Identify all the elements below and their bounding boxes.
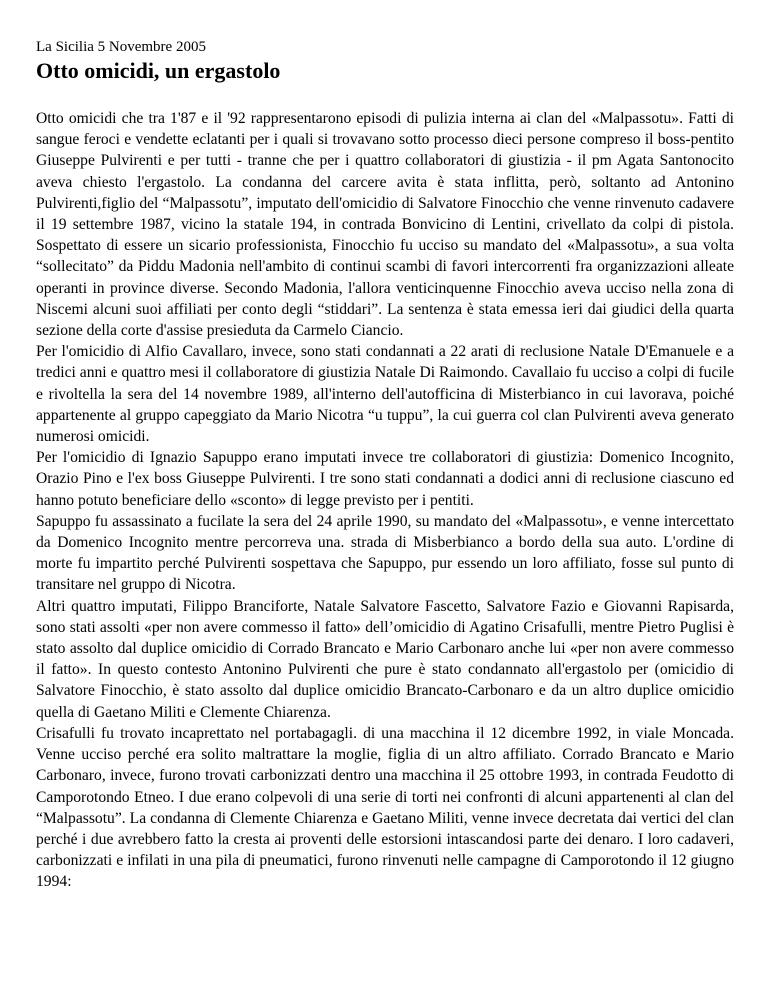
- paragraph: Altri quattro imputati, Filippo Branciforte, Natale Salvatore Fascetto, Salvatore Fazio e Giovanni Rapisarda, sono stati assolti «per non avere commesso il fatto» dell’omicidio di Agatino Crisafulli, mentre Pietro Puglisi è stato assolto dal duplice omicidio di Corrado Brancato e Mario Carbonaro anche lui «per non avere commesso il fatto». In questo contesto Antonino Pulvirenti che pure è stato condannato all'ergastolo per (omicidio di Salvatore Finocchio, è stato assolto dal duplice omicidio Brancato-Carbonaro e da un altro duplice omicidio quella di Gaetano Militi e Clemente Chiarenza.: [36, 597, 734, 721]
- paragraph: Otto omicidi che tra 1'87 e il '92 rappresentarono episodi di pulizia interna ai clan del «Malpassotu». Fatti di sangue feroci e vendette eclatanti per i quali si trovavano sotto processo dieci persone compreso il boss-pentito Giuseppe Pulvirenti e per tutti - tranne che per i quattro collaboratori di giustizia - il pm Agata Santonocito aveva chiesto l'ergastolo. La condanna del carcere avita è stata inflitta, però, soltanto ad Antonino Pulvirenti,figlio del “Malpassotu”, imputato dell'omicidio di Salvatore Finocchio che venne rinvenuto cadavere il 19 settembre 1987, vicino la statale 194, in contrada Bonvicino di Lentini, crivellato da colpi di pistola. Sospettato di essere un sicario professionista, Finocchio fu ucciso su mandato del «Malpassotu», a sua volta “sollecitato” da Piddu Madonia nell'ambito di continui scambi di favori intercorrenti fra organizzazioni alleate operanti in province diverse. Secondo Madonia, l'allora venticinquenne Finocchio aveva ucciso nella zona di Niscemi alcuni suoi affiliati per conto degli “stiddari”. La sentenza è stata emessa ieri dai giudici della quarta sezione della corte d'assise presieduta da Carmelo Ciancio.: [36, 110, 734, 340]
- article-body: [36, 108, 734, 893]
- paragraph: Sapuppo fu assassinato a fucilate la sera del 24 aprile 1990, su mandato del «Malpassotu», e venne intercettato da Domenico Incognito mentre percorreva una. strada di Misberbianco a bordo della sua auto. L'ordine di morte fu impartito perché Pulvirenti sospettava che Sapuppo, pur essendo un loro affiliato, fosse sul punto di transitare nel gruppo di Nicotra.: [36, 512, 734, 594]
- document-page: [36, 38, 734, 893]
- paragraph: Crisafulli fu trovato incaprettato nel portabagagli. di una macchina il 12 dicembre 1992, in viale Moncada. Venne ucciso perché era solito maltrattare la moglie, figlia di un altro affiliato. Corrado Brancato e Mario Carbonaro, invece, furono trovati carbonizzati dentro una macchina il 25 ottobre 1993, in contrada Feudotto di Camporotondo Etneo. I due erano colpevoli di una serie di torti nei confronti di alcuni appartenenti al clan del “Malpassotu”. La condanna di Clemente Chiarenza e Gaetano Militi, venne invece decretata dai vertici del clan perché i due avrebbero fatto la cresta ai proventi delle estorsioni intascandosi parte dei denaro. I loro cadaveri, carbonizzati e infilati in una pila di pneumatici, furono rinvenuti nelle campagne di Camporotondo il 12 giugno 1994:: [36, 724, 734, 891]
- source-line: La Sicilia 5 Novembre 2005: [36, 39, 206, 55]
- headline: Otto omicidi, un ergastolo: [36, 58, 281, 83]
- paragraph: Per l'omicidio di Ignazio Sapuppo erano imputati invece tre collaboratori di giustizia: Domenico Incognito, Orazio Pino e l'ex boss Giuseppe Pulvirenti. I tre sono stati condannati a dodici anni di reclusione ciascuno ed hanno potuto beneficiare dello «sconto» di legge previsto per i pentiti.: [36, 449, 734, 509]
- paragraph: Per l'omicidio di Alfio Cavallaro, invece, sono stati condannati a 22 arati di reclusione Natale D'Emanuele e a tredici anni e quattro mesi il collaboratore di giustizia Natale Di Raimondo. Cavallaio fu ucciso a colpi di fucile e rivoltella la sera del 14 novembre 1989, all'interno dell'autofficina di Misterbianco in cui lavorava, poiché appartenente al gruppo capeggiato da Mario Nicotra “u tuppu”, la cui guerra col clan Pulvirenti aveva generato numerosi omicidi.: [36, 343, 734, 446]
